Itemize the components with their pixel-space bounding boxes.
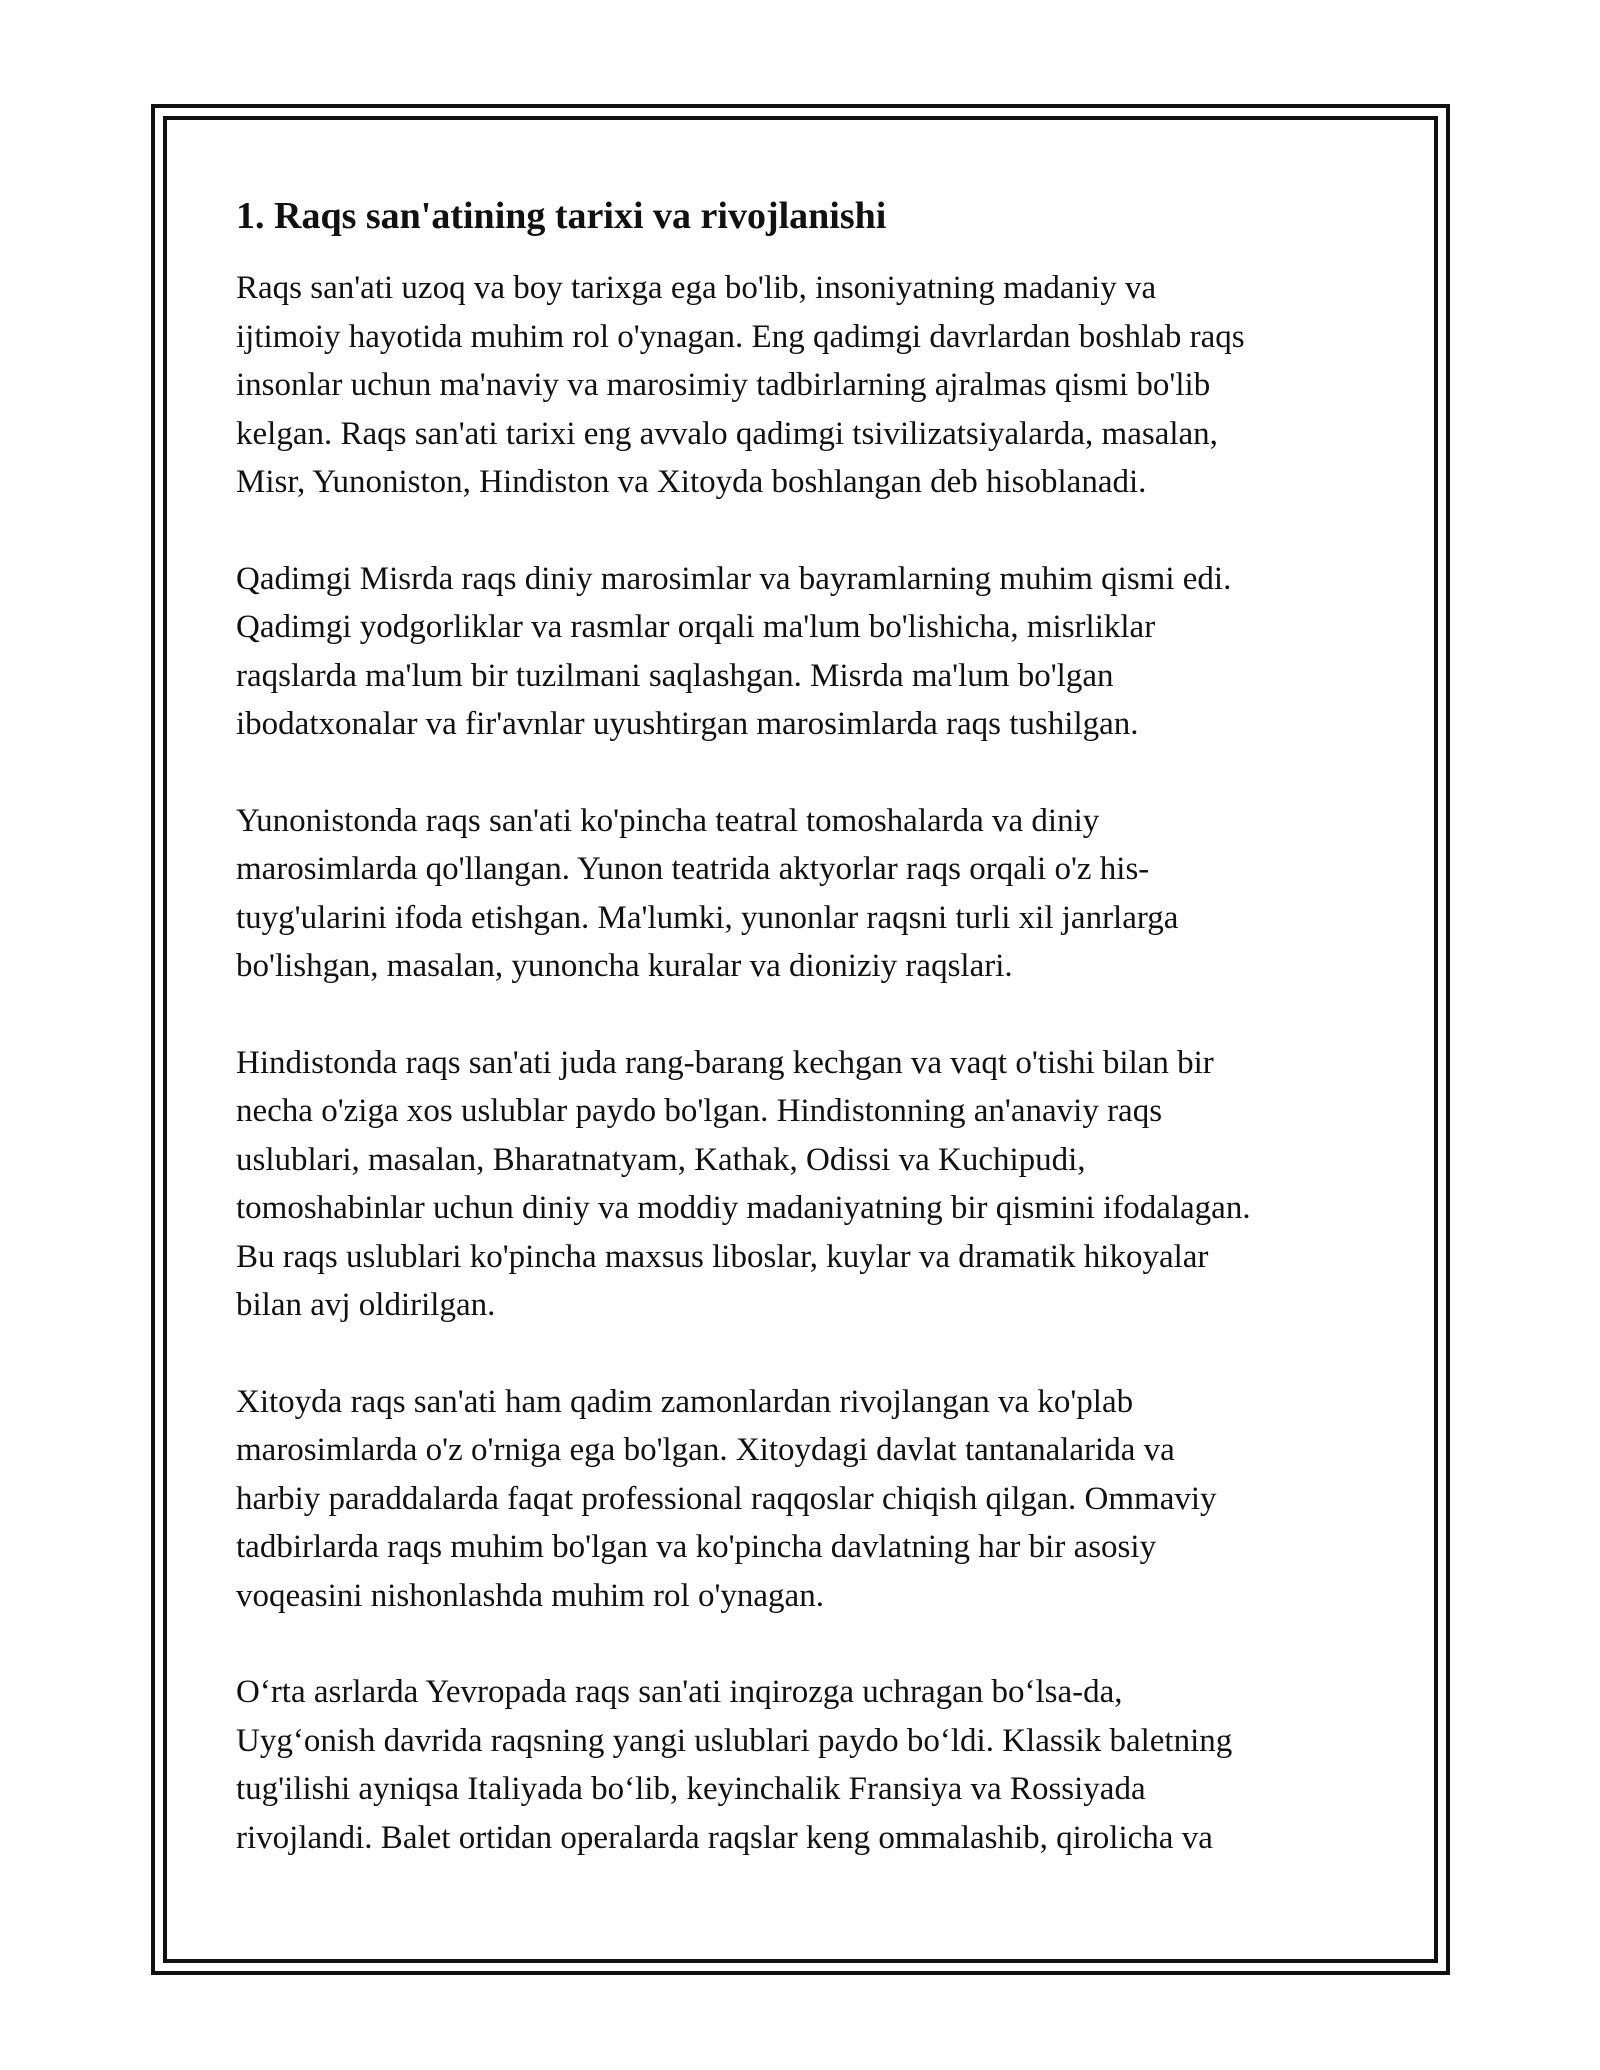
text-line: Xitoyda raqs san'ati ham qadim zamonlardan rivojlangan va ko'plab xyxy=(236,1383,1134,1420)
text-line: Uyg‘onish davrida raqsning yangi uslublari paydo bo‘ldi. Klassik baletning xyxy=(236,1722,1233,1759)
text-line: ijtimoiy hayotida muhim rol o'ynagan. Eng qadimgi davrlardan boshlab raqs xyxy=(236,318,1245,355)
text-line: insonlar uchun ma'naviy va marosimiy tadbirlarning ajralmas qismi bo'lib xyxy=(236,367,1211,403)
text-line: harbiy paraddalarda faqat professional raqqoslar chiqish qilgan. Ommaviy xyxy=(236,1480,1217,1517)
text-line: bilan avj oldirilgan. xyxy=(236,1287,496,1323)
text-line: tuyg'ularini ifoda etishgan. Ma'lumki, yunonlar raqsni turli xil janrlarga xyxy=(236,899,1179,936)
text-line: bo'lishgan, masalan, yunoncha kuralar va dioniziy raqslari. xyxy=(236,948,1013,984)
text-line: tadbirlarda raqs muhim bo'lgan va ko'pincha davlatning har bir asosiy xyxy=(236,1529,1157,1565)
paragraph-india xyxy=(236,1039,1376,1330)
text-line: uslublari, masalan, Bharatnatyam, Kathak, Odissi va Kuchipudi, xyxy=(236,1141,1086,1178)
document-body xyxy=(236,188,1376,1910)
text-line: tug'ilishi ayniqsa Italiyada bo‘lib, keyinchalik Fransiya va Rossiyada xyxy=(236,1771,1146,1807)
text-line: Misr, Yunoniston, Hindiston va Xitoyda boshlangan deb hisoblanadi. xyxy=(236,464,1147,500)
text-line: Bu raqs uslublari ko'pincha maxsus liboslar, kuylar va dramatik hikoyalar xyxy=(236,1238,1209,1275)
paragraph-egypt xyxy=(236,555,1376,749)
text-line: Raqs san'ati uzoq va boy tarixga ega bo'lib, insoniyatning madaniy va xyxy=(236,270,1157,306)
text-line: Hindistonda raqs san'ati juda rang-barang kechgan va vaqt o'tishi bilan bir xyxy=(236,1044,1214,1081)
text-line: voqeasini nishonlashda muhim rol o'ynagan. xyxy=(236,1577,824,1614)
paragraph-greece xyxy=(236,797,1376,991)
paragraph-history-intro xyxy=(236,264,1376,507)
text-line: rivojlandi. Balet ortidan operalarda raqslar keng ommalashib, qirolicha va xyxy=(236,1819,1213,1856)
text-line: necha o'ziga xos uslublar paydo bo'lgan. Hindistonning an'anaviy raqs xyxy=(236,1093,1163,1129)
text-line: Yunonistonda raqs san'ati ko'pincha teatral tomoshalarda va diniy xyxy=(236,802,1100,839)
text-line: Qadimgi yodgorliklar va rasmlar orqali ma'lum bo'lishicha, misrliklar xyxy=(236,609,1156,645)
paragraph-china xyxy=(236,1378,1376,1621)
text-line: kelgan. Raqs san'ati tarixi eng avvalo qadimgi tsivilizatsiyalarda, masalan, xyxy=(236,415,1218,452)
text-line: tomoshabinlar uchun diniy va moddiy madaniyatning bir qismini ifodalagan. xyxy=(236,1190,1251,1226)
text-line: raqslarda ma'lum bir tuzilmani saqlashgan. Misrda ma'lum bo'lgan xyxy=(236,657,1114,694)
section-heading: 1. Raqs san'atining tarixi va rivojlanishi xyxy=(236,195,887,237)
text-line: Qadimgi Misrda raqs diniy marosimlar va bayramlarning muhim qismi edi. xyxy=(236,560,1232,597)
text-line: marosimlarda o'z o'rniga ega bo'lgan. Xitoydagi davlat tantanalarida va xyxy=(236,1432,1175,1468)
text-line: ibodatxonalar va fir'avnlar uyushtirgan marosimlarda raqs tushilgan. xyxy=(236,706,1139,742)
text-line: marosimlarda qo'llangan. Yunon teatrida aktyorlar raqs orqali o'z his- xyxy=(236,851,1150,887)
text-line: O‘rta asrlarda Yevropada raqs san'ati inqirozga uchragan bo‘lsa-da, xyxy=(236,1674,1123,1710)
paragraph-europe xyxy=(236,1668,1376,1862)
